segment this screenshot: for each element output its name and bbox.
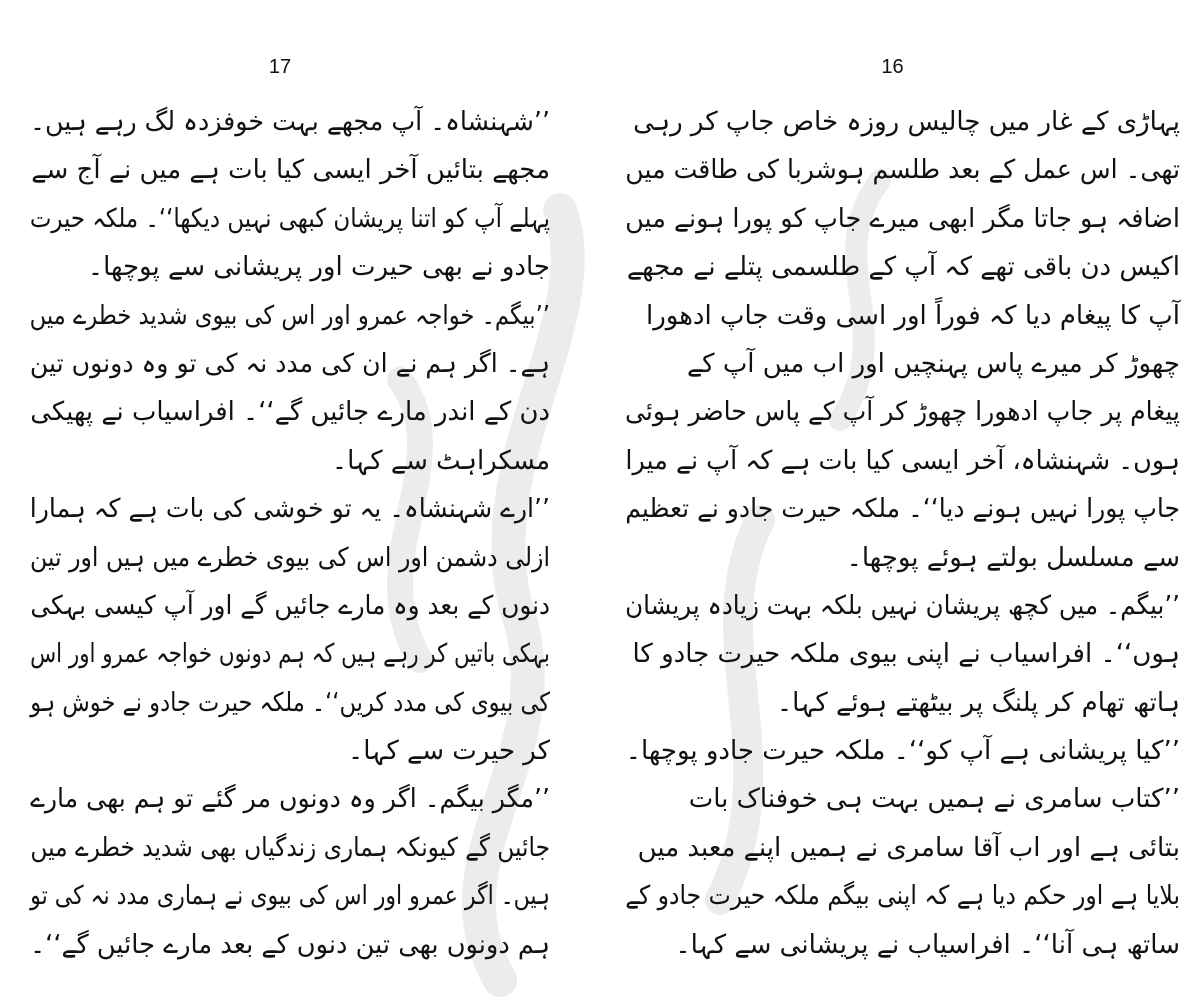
text-line: ’’کیا پریشانی ہے آپ کو‘‘۔ ملکہ حیرت جادو پوچھا۔	[625, 736, 1180, 767]
text-line: ہیں۔ اگر عمرو اور اس کی بیوی نے ہماری مدد نہ کی تو	[30, 881, 551, 912]
text-line: ’’کتاب سامری نے ہمیں بہت ہی خوفناک بات	[688, 784, 1180, 815]
text-line: دن کے اندر مارے جائیں گے‘‘۔ افراسیاب نے پھیکی	[30, 397, 550, 428]
text-line: مجھے بتائیں آخر ایسی کیا بات ہے میں نے آج سے	[31, 155, 550, 186]
page-text	[30, 98, 550, 969]
text-line: ’’بیگم۔ خواجہ عمرو اور اس کی بیوی شدید خطرے میں	[29, 300, 550, 331]
text-line: ’’ارے شہنشاہ۔ یہ تو خوشی کی بات ہے کہ ہمارا	[29, 494, 550, 525]
text-line: کر حیرت سے کہا۔	[347, 736, 550, 767]
text-line: بہکی باتیں کر رہے ہیں کہ ہم دونوں خواجہ عمرو اور اس	[30, 639, 551, 670]
right-page	[625, 0, 1180, 1006]
page-number: 17	[268, 56, 292, 78]
text-line: ہوں۔ شہنشاہ، آخر ایسی کیا بات ہے کہ آپ نے میرا	[625, 445, 1180, 476]
text-line: بتائی ہے اور اب آقا سامری نے ہمیں اپنے معبد میں	[637, 832, 1180, 863]
text-line: بلایا ہے اور حکم دیا ہے کہ اپنی بیگم ملکہ حیرت جادو کے	[625, 881, 1180, 912]
text-line: جاپ پورا نہیں ہونے دیا‘‘۔ ملکہ حیرت جادو نے تعظیم	[625, 494, 1180, 525]
text-line: تھی۔ اس عمل کے بعد طلسم ہوشربا کی طاقت میں	[625, 155, 1180, 186]
text-line: پہاڑی کے غار میں چالیس روزہ خاص جاپ کر رہی	[633, 107, 1180, 137]
text-line: ’’مگر بیگم۔ اگر وہ دونوں مر گئے تو ہم بھی مارے	[30, 784, 551, 815]
text-line: آپ کا پیغام دیا کہ فوراً اور اسی وقت جاپ ادھورا	[645, 300, 1180, 331]
text-line: ’’بیگم۔ میں کچھ پریشان نہیں بلکہ بہت زیادہ پریشان	[625, 590, 1180, 621]
text-line: ہوں‘‘۔ افراسیاب نے اپنی بیوی ملکہ حیرت جادو کا	[632, 639, 1180, 670]
text-line: جائیں گے کیونکہ ہماری زندگیاں بھی شدید خطرے میں	[30, 832, 550, 863]
left-page	[30, 0, 550, 1006]
text-line: مسکراہٹ سے کہا۔	[331, 445, 550, 476]
text-line: سے مسلسل بولتے ہوئے پوچھا۔	[846, 542, 1180, 573]
text-line: پیغام پر جاپ ادھورا چھوڑ کر آپ کے پاس حاضر ہوئی	[624, 397, 1180, 428]
text-line: اکیس دن باقی تھے کہ آپ کے طلسمی پتلے نے مجھے	[626, 252, 1180, 283]
text-line: ہم دونوں بھی تین دنوں کے بعد مارے جائیں گے‘‘۔	[30, 929, 551, 960]
page-text	[625, 98, 1180, 969]
page-number: 16	[881, 56, 904, 78]
text-line: اضافہ ہو جاتا مگر ابھی میرے جاپ کو پورا ہونے میں	[625, 203, 1180, 234]
text-line: دنوں کے بعد وہ مارے جائیں گے اور آپ کیسی بہکی	[30, 590, 551, 621]
text-line: ازلی دشمن اور اس کی بیوی خطرے میں ہیں اور تین	[29, 542, 550, 573]
text-line: ساتھ ہی آنا‘‘۔ افراسیاب نے پریشانی سے کہا۔	[675, 929, 1180, 960]
text-line: ہے۔ اگر ہم نے ان کی مدد نہ کی تو وہ دونوں تین	[29, 348, 550, 379]
text-line: ’’شہنشاہ۔ آپ مجھے بہت خوفزدہ لگ رہے ہیں۔	[30, 107, 551, 137]
text-line: جادو نے بھی حیرت اور پریشانی سے پوچھا۔	[87, 252, 550, 283]
text-line: چھوڑ کر میرے پاس پہنچیں اور اب میں آپ کے	[686, 348, 1180, 379]
text-line: ہاتھ تھام کر پلنگ پر بیٹھتے ہوئے کہا۔	[776, 687, 1180, 718]
text-line: کی بیوی کی مدد کریں‘‘۔ ملکہ حیرت جادو نے خوش ہو	[30, 687, 551, 718]
text-line: پہلے آپ کو اتنا پریشان کبھی نہیں دیکھا‘‘۔ ملکہ حیرت	[29, 203, 551, 234]
